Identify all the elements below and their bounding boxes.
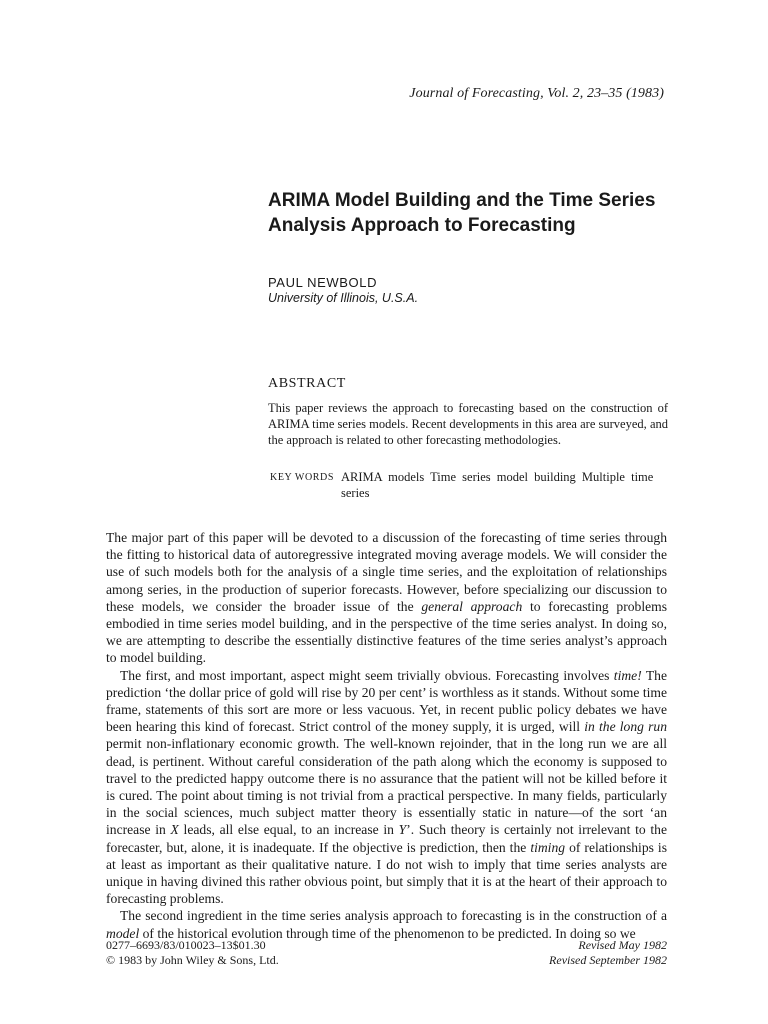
- keywords-text: ARIMA models Time series model building Multiple time series: [341, 470, 654, 500]
- author-name: PAUL NEWBOLD: [268, 275, 378, 290]
- text-run: of relationships is at least as important as their qualitative nature. I do not wish to imply that time series analysts are unique in having divined this rather obvious point, but simply that it is at the heart of their approach to forecasting problems.: [106, 839, 667, 907]
- revised-date-1: Revised May 1982: [578, 938, 667, 952]
- keywords-label: KEY WORDS: [270, 472, 335, 483]
- abstract-heading: ABSTRACT: [268, 376, 346, 391]
- emphasis: in the long run: [584, 719, 667, 735]
- text-run: The second ingredient in the time series analysis approach to forecasting is in the construction of a: [120, 908, 667, 924]
- journal-citation: Journal of Forecasting, Vol. 2, 23–35 (1983): [409, 86, 664, 101]
- emphasis: Y: [398, 822, 407, 838]
- paragraph-1: [106, 529, 667, 667]
- emphasis: general approach: [421, 598, 523, 614]
- paper-title: ARIMA Model Building and the Time Series Analysis Approach to Forecasting: [268, 190, 656, 236]
- author-affiliation: University of Illinois, U.S.A.: [268, 291, 419, 305]
- body-text: [106, 529, 667, 942]
- emphasis: model: [106, 925, 140, 941]
- text-run: leads, all else equal, to an increase in: [178, 822, 399, 838]
- paragraph-2: [106, 667, 667, 908]
- emphasis: time!: [613, 667, 642, 683]
- emphasis: X: [170, 822, 179, 838]
- text-run: of the historical evolution through time of the phenomenon to be predicted. In doing so we: [139, 925, 636, 941]
- revised-date-2: Revised September 1982: [549, 953, 667, 967]
- emphasis: timing: [530, 839, 566, 855]
- text-run: to forecasting problems embodied in time series model building, and in the perspective of the time series analyst. In doing so, we are attempting to describe the essentially distinctive features of the time series analyst’s approach to model building.: [106, 598, 668, 666]
- text-run: permit non-inflationary economic growth. The well-known rejoinder, that in the long run we are all dead, is pertinent. Without careful consideration of the path along which the economy is supposed to travel to the predicted happy outcome there is no assurance that the patient will not be killed before it is cured. The point about timing is not trivial from a practical perspective. In many fields, particularly in the social sciences, much subject matter theory is essentially static in nature—of the sort ‘an increase in: [106, 736, 667, 838]
- text-run: The major part of this paper will be devoted to a discussion of the forecasting of time series through the fitting to historical data of autoregressive integrated moving average models. We will consider the use of such models both for the analysis of a single time series, and the exploitation of relationships among series, in the production of superior forecasts. However, before specializing our discussion to these models, we consider the broader issue of the: [106, 530, 667, 614]
- text-run: ’. Such theory is certainly not irrelevant to the forecaster, but, alone, it is inadequate. If the objective is prediction, then the: [106, 822, 667, 855]
- copyright: © 1983 by John Wiley & Sons, Ltd.: [106, 953, 279, 967]
- abstract-text: This paper reviews the approach to forecasting based on the construction of ARIMA time series models. Recent developments in this area are surveyed, and the approach is related to other forecasting methodologies.: [268, 401, 668, 447]
- text-run: The first, and most important, aspect might seem trivially obvious. Forecasting involves: [120, 667, 614, 683]
- article-code: 0277–6693/83/010023–13$01.30: [106, 938, 266, 952]
- page-footer: [106, 938, 667, 968]
- text-run: The prediction ‘the dollar price of gold will rise by 20 per cent’ is worthless as it stands. Without some time frame, statements of this sort are more or less vacuous. Yet, in recent public policy debates we have been hearing this kind of forecast. Strict control of the money supply, it is urged, will: [106, 667, 667, 735]
- paragraph-3: [106, 907, 667, 941]
